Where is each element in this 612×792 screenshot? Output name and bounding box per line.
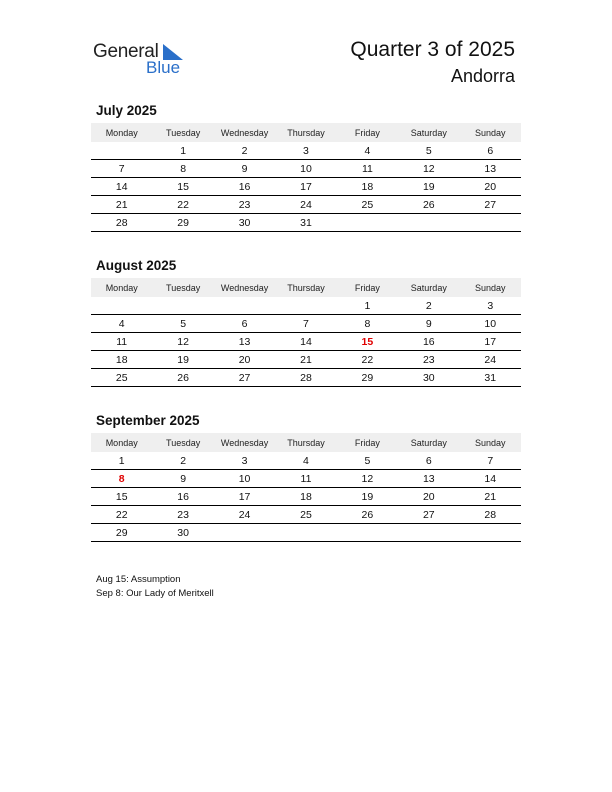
day-cell: 8 <box>152 160 213 178</box>
day-cell <box>91 297 152 315</box>
weekday-header: Tuesday <box>152 123 213 142</box>
week-row <box>91 333 521 351</box>
weekday-header: Thursday <box>275 278 336 297</box>
day-cell: 31 <box>460 369 521 387</box>
day-cell: 5 <box>398 142 459 160</box>
day-cell: 20 <box>398 488 459 506</box>
day-cell: 10 <box>460 315 521 333</box>
day-cell: 6 <box>460 142 521 160</box>
day-cell: 7 <box>91 160 152 178</box>
day-cell: 18 <box>337 178 398 196</box>
day-cell <box>337 214 398 232</box>
day-cell: 5 <box>152 315 213 333</box>
week-row <box>91 524 521 542</box>
day-cell: 16 <box>398 333 459 351</box>
day-cell: 29 <box>152 214 213 232</box>
day-cell: 19 <box>398 178 459 196</box>
month-block-august <box>91 258 521 387</box>
day-cell: 27 <box>398 506 459 524</box>
week-row <box>91 214 521 232</box>
day-cell <box>91 142 152 160</box>
weekday-header: Monday <box>91 433 152 452</box>
month-title: July 2025 <box>96 103 157 118</box>
weekday-header: Thursday <box>275 433 336 452</box>
weekday-header: Thursday <box>275 123 336 142</box>
weekday-header-row <box>91 433 521 452</box>
day-cell: 9 <box>152 470 213 488</box>
day-cell: 20 <box>214 351 275 369</box>
day-cell <box>460 214 521 232</box>
weekday-header: Friday <box>337 123 398 142</box>
day-cell: 3 <box>460 297 521 315</box>
day-cell: 7 <box>460 452 521 470</box>
day-cell: 25 <box>275 506 336 524</box>
day-cell: 3 <box>214 452 275 470</box>
day-cell: 1 <box>337 297 398 315</box>
week-row <box>91 178 521 196</box>
day-cell: 14 <box>275 333 336 351</box>
week-row <box>91 160 521 178</box>
day-cell <box>460 524 521 542</box>
day-cell: 18 <box>91 351 152 369</box>
day-cell: 9 <box>398 315 459 333</box>
week-row <box>91 351 521 369</box>
day-cell: 4 <box>337 142 398 160</box>
day-cell: 15 <box>152 178 213 196</box>
day-cell: 11 <box>91 333 152 351</box>
weekday-header: Tuesday <box>152 433 213 452</box>
day-cell <box>275 297 336 315</box>
weekday-header: Wednesday <box>214 433 275 452</box>
weekday-header: Tuesday <box>152 278 213 297</box>
calendar-grid <box>91 433 521 542</box>
day-cell: 31 <box>275 214 336 232</box>
day-cell: 27 <box>214 369 275 387</box>
day-cell: 11 <box>275 470 336 488</box>
day-cell: 1 <box>152 142 213 160</box>
day-cell <box>214 297 275 315</box>
day-cell: 17 <box>214 488 275 506</box>
generalblue-logo <box>93 41 193 81</box>
month-block-july <box>91 103 521 232</box>
calendar-grid <box>91 278 521 387</box>
day-cell: 20 <box>460 178 521 196</box>
day-cell: 28 <box>91 214 152 232</box>
day-cell: 16 <box>152 488 213 506</box>
day-cell: 10 <box>275 160 336 178</box>
day-cell: 23 <box>152 506 213 524</box>
day-cell: 10 <box>214 470 275 488</box>
weekday-header-row <box>91 123 521 142</box>
day-cell: 9 <box>214 160 275 178</box>
holiday-note: Sep 8: Our Lady of Meritxell <box>96 588 214 599</box>
month-title: August 2025 <box>96 258 177 273</box>
day-cell: 13 <box>460 160 521 178</box>
month-title: September 2025 <box>96 413 200 428</box>
week-row <box>91 315 521 333</box>
holiday-note: Aug 15: Assumption <box>96 574 181 585</box>
week-row <box>91 297 521 315</box>
day-cell: 29 <box>91 524 152 542</box>
weekday-header: Saturday <box>398 123 459 142</box>
holiday-notes <box>96 573 214 601</box>
logo-blue-text: Blue <box>146 58 181 77</box>
day-cell: 24 <box>275 196 336 214</box>
day-cell: 17 <box>460 333 521 351</box>
day-cell: 14 <box>91 178 152 196</box>
day-cell: 21 <box>91 196 152 214</box>
day-cell: 7 <box>275 315 336 333</box>
weekday-header: Wednesday <box>214 278 275 297</box>
week-row <box>91 369 521 387</box>
day-cell: 25 <box>337 196 398 214</box>
day-cell: 15 <box>91 488 152 506</box>
page-title: Quarter 3 of 2025 <box>350 38 515 61</box>
day-cell: 26 <box>152 369 213 387</box>
day-cell: 28 <box>460 506 521 524</box>
weekday-header: Monday <box>91 123 152 142</box>
day-cell: 6 <box>214 315 275 333</box>
weekday-header-row <box>91 278 521 297</box>
day-cell <box>398 214 459 232</box>
calendar-grid <box>91 123 521 232</box>
day-cell: 22 <box>91 506 152 524</box>
day-cell: 16 <box>214 178 275 196</box>
weekday-header: Friday <box>337 278 398 297</box>
weekday-header: Sunday <box>460 433 521 452</box>
day-cell: 15 <box>337 333 398 351</box>
day-cell: 2 <box>152 452 213 470</box>
day-cell: 22 <box>337 351 398 369</box>
week-row <box>91 506 521 524</box>
day-cell: 24 <box>214 506 275 524</box>
day-cell <box>214 524 275 542</box>
day-cell: 23 <box>398 351 459 369</box>
day-cell: 30 <box>152 524 213 542</box>
day-cell: 6 <box>398 452 459 470</box>
day-cell <box>152 297 213 315</box>
weekday-header: Sunday <box>460 278 521 297</box>
day-cell: 17 <box>275 178 336 196</box>
day-cell: 1 <box>91 452 152 470</box>
day-cell: 19 <box>152 351 213 369</box>
day-cell: 13 <box>398 470 459 488</box>
day-cell: 21 <box>275 351 336 369</box>
day-cell: 29 <box>337 369 398 387</box>
week-row <box>91 452 521 470</box>
day-cell: 2 <box>214 142 275 160</box>
week-row <box>91 470 521 488</box>
day-cell <box>337 524 398 542</box>
weekday-header: Saturday <box>398 278 459 297</box>
day-cell: 27 <box>460 196 521 214</box>
logo-general-text: General <box>93 41 159 62</box>
day-cell: 12 <box>337 470 398 488</box>
day-cell <box>398 524 459 542</box>
day-cell: 4 <box>91 315 152 333</box>
day-cell <box>275 524 336 542</box>
month-block-september <box>91 413 521 542</box>
day-cell: 25 <box>91 369 152 387</box>
day-cell: 12 <box>152 333 213 351</box>
day-cell: 30 <box>398 369 459 387</box>
day-cell: 14 <box>460 470 521 488</box>
day-cell: 5 <box>337 452 398 470</box>
weekday-header: Saturday <box>398 433 459 452</box>
day-cell: 23 <box>214 196 275 214</box>
day-cell: 18 <box>275 488 336 506</box>
week-row <box>91 142 521 160</box>
day-cell: 11 <box>337 160 398 178</box>
day-cell: 26 <box>398 196 459 214</box>
weekday-header: Wednesday <box>214 123 275 142</box>
day-cell: 19 <box>337 488 398 506</box>
day-cell: 24 <box>460 351 521 369</box>
day-cell: 22 <box>152 196 213 214</box>
weekday-header: Monday <box>91 278 152 297</box>
day-cell: 26 <box>337 506 398 524</box>
day-cell: 28 <box>275 369 336 387</box>
day-cell: 13 <box>214 333 275 351</box>
weekday-header: Friday <box>337 433 398 452</box>
day-cell: 8 <box>337 315 398 333</box>
day-cell: 8 <box>91 470 152 488</box>
week-row <box>91 488 521 506</box>
week-row <box>91 196 521 214</box>
day-cell: 12 <box>398 160 459 178</box>
day-cell: 4 <box>275 452 336 470</box>
day-cell: 2 <box>398 297 459 315</box>
country-name: Andorra <box>450 66 515 86</box>
weekday-header: Sunday <box>460 123 521 142</box>
day-cell: 21 <box>460 488 521 506</box>
day-cell: 3 <box>275 142 336 160</box>
day-cell: 30 <box>214 214 275 232</box>
